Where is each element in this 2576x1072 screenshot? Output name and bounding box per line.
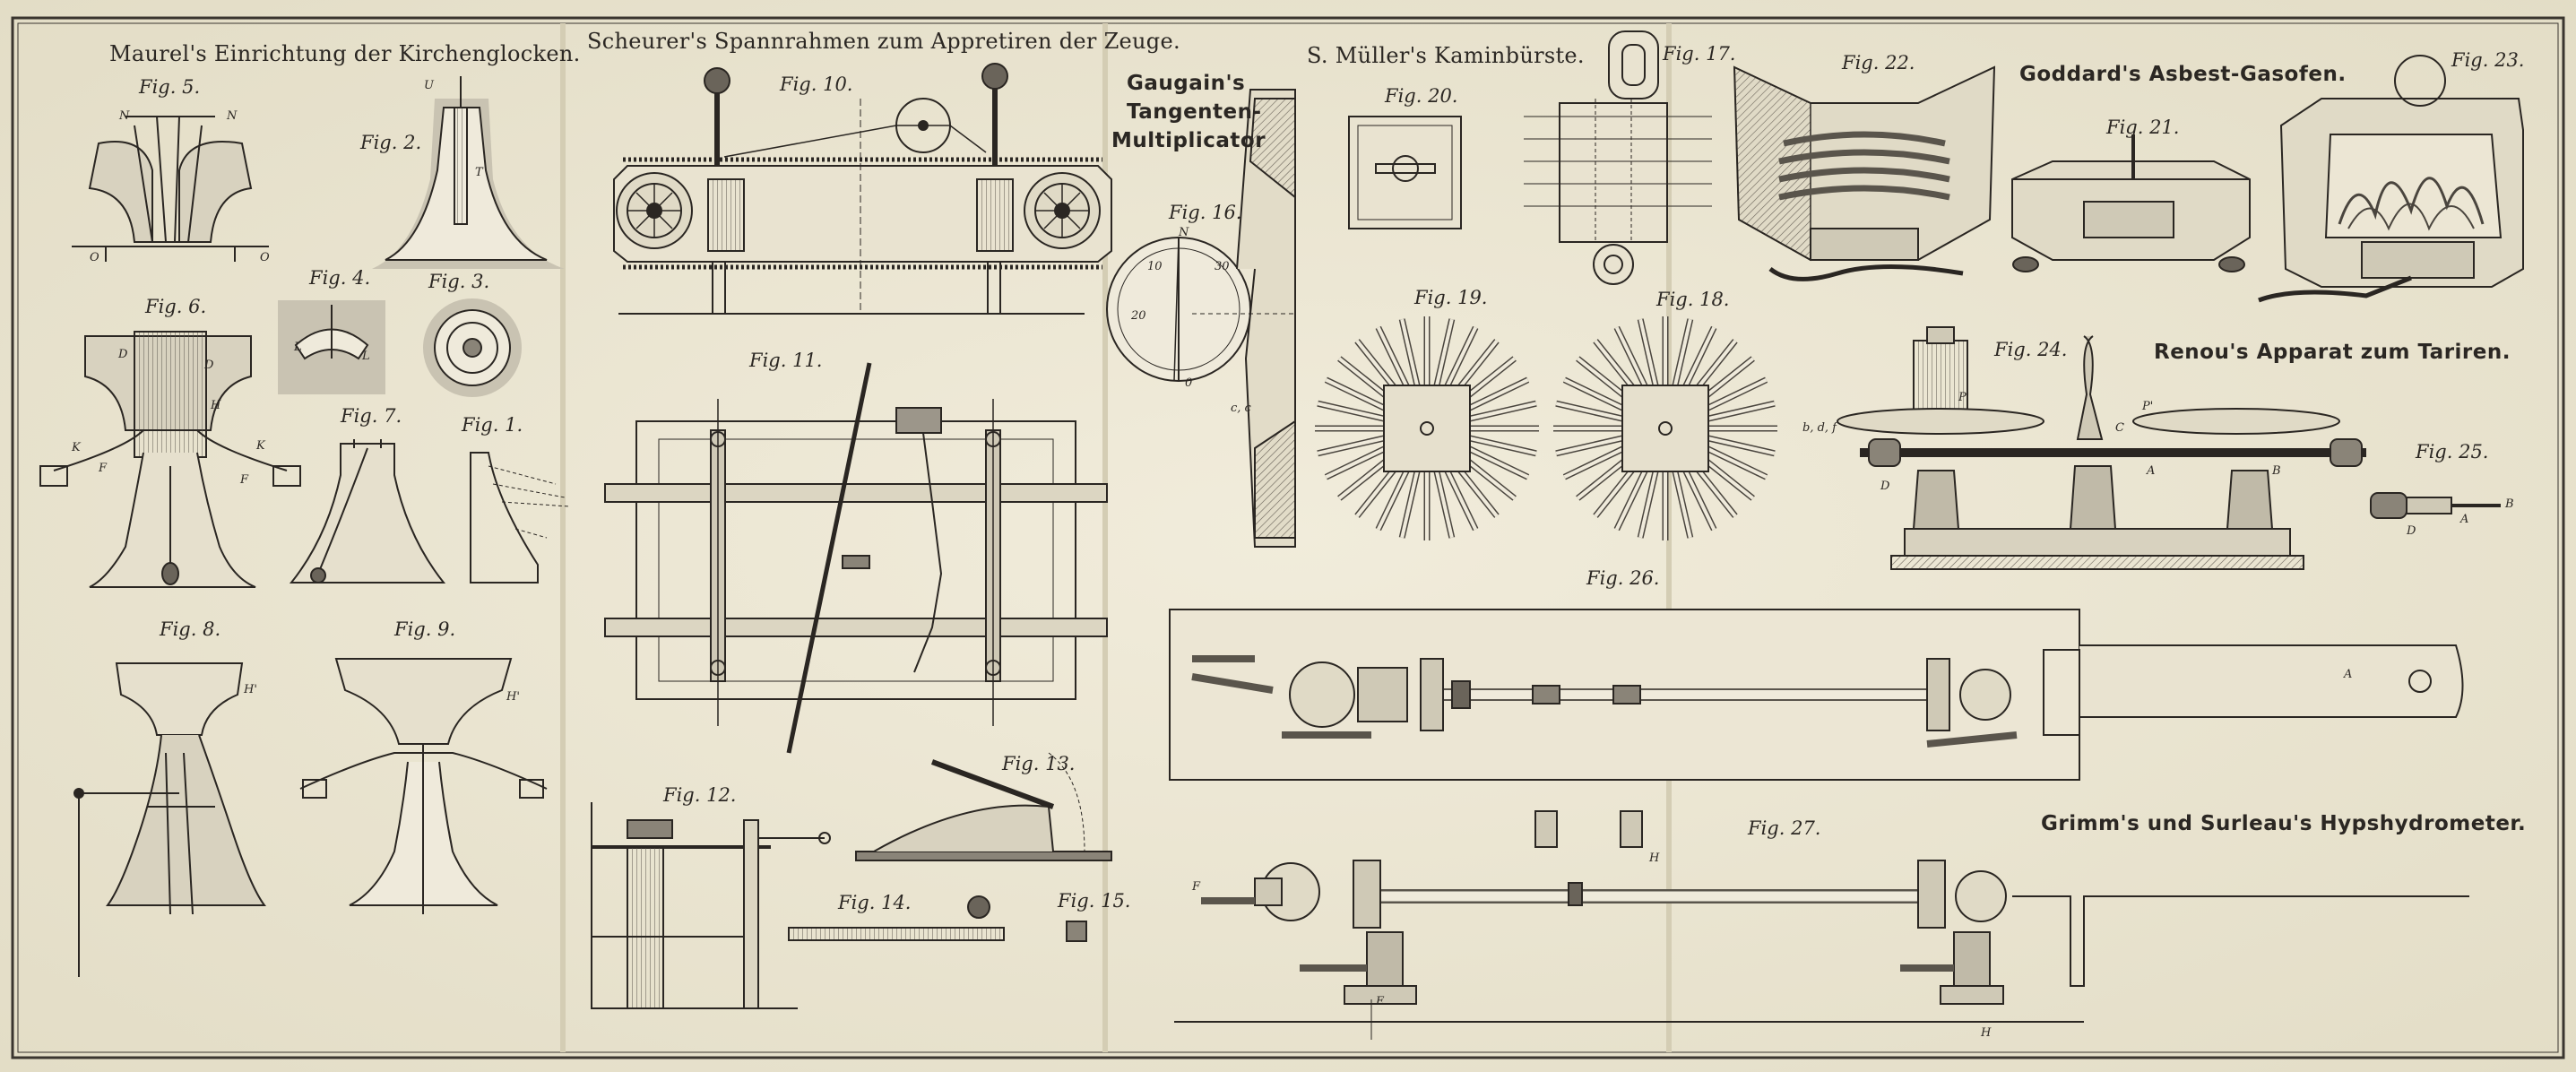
fig-label-10: Fig. 10. — [780, 73, 853, 95]
callout-fig27-H: H — [1649, 852, 1660, 865]
callout-fig16-10: 10 — [1147, 260, 1163, 273]
fig-label-22: Fig. 22. — [1842, 52, 1915, 73]
callout-fig16-0: 0 — [1185, 376, 1193, 390]
callout-fig16-N: N — [1179, 226, 1189, 239]
section-title-maurel: Maurel's Einrichtung der Kirchenglocken. — [109, 41, 581, 66]
callout-fig24-B: B — [2272, 464, 2281, 478]
callout-fig27-E: E — [1376, 995, 1385, 1008]
callout-fig6-K2: K — [256, 439, 265, 453]
fig-label-5: Fig. 5. — [139, 76, 201, 98]
fig-label-25: Fig. 25. — [2416, 441, 2489, 463]
callout-fig16-30: 30 — [1215, 260, 1230, 273]
callout-fig27-F: F — [1192, 880, 1201, 894]
fig3-ring — [423, 298, 522, 397]
callout-fig24-P2: P' — [2142, 400, 2154, 413]
callout-fig25-D: D — [2407, 524, 2416, 538]
fig-label-2: Fig. 2. — [360, 132, 422, 153]
callout-fig25-B: B — [2505, 497, 2514, 511]
fig-label-19: Fig. 19. — [1414, 287, 1488, 308]
callout-fig24-C: C — [2115, 421, 2124, 435]
callout-fig24-D: D — [1880, 480, 1890, 493]
callout-fig6-F: F — [99, 462, 108, 475]
fig-label-15: Fig. 15. — [1058, 890, 1131, 912]
callout-fig8-Hp: H' — [244, 683, 257, 696]
callout-fig6-F2: F — [240, 473, 249, 487]
callout-fig2-T: T — [475, 166, 483, 179]
callout-fig18-bdf: b, d, f — [1802, 421, 1837, 435]
callout-fig16-cc: c, c — [1231, 402, 1251, 415]
fig-label-9: Fig. 9. — [394, 618, 456, 640]
callout-fig4-L2: L — [362, 350, 370, 363]
callout-fig6-D: D — [118, 348, 128, 361]
section-title-mueller: S. Müller's Kaminbürste. — [1307, 43, 1585, 68]
section-title-gaugain-3: Multiplicator — [1111, 129, 1266, 152]
fig-label-20: Fig. 20. — [1385, 85, 1458, 107]
fig-label-24: Fig. 24. — [1994, 339, 2068, 360]
fig-label-21: Fig. 21. — [2106, 117, 2180, 138]
fig-label-6: Fig. 6. — [145, 296, 207, 317]
section-title-scheurer: Scheurer's Spannrahmen zum Appretiren der Zeuge. — [587, 29, 1180, 54]
callout-fig26-M: A — [2344, 668, 2353, 681]
fig-label-12: Fig. 12. — [663, 784, 737, 806]
fig-label-13: Fig. 13. — [1002, 753, 1076, 774]
callout-fig24-A: A — [2147, 464, 2156, 478]
callout-fig27-H2: H — [1981, 1026, 1992, 1040]
callout-fig16-20: 20 — [1131, 309, 1146, 323]
fig-label-26: Fig. 26. — [1586, 567, 1660, 589]
callout-fig5-N2: N — [227, 109, 238, 123]
fig-label-18: Fig. 18. — [1656, 289, 1730, 310]
callout-fig6-H: H — [211, 399, 221, 412]
fig-label-23: Fig. 23. — [2451, 49, 2525, 71]
callout-fig6-D2: D — [204, 359, 214, 372]
fig-label-16: Fig. 16. — [1169, 202, 1242, 223]
callout-fig4-L: L — [294, 341, 302, 354]
callout-fig9-Hp: H' — [506, 690, 520, 704]
callout-fig24-P: P' — [1958, 391, 1970, 404]
fig-label-27: Fig. 27. — [1748, 817, 1821, 839]
fig-label-1: Fig. 1. — [462, 414, 523, 436]
fig-label-4: Fig. 4. — [309, 267, 371, 289]
callout-fig5-O2: O — [260, 251, 270, 264]
callout-fig25-A: A — [2460, 513, 2469, 526]
section-title-renou: Renou's Apparat zum Tariren. — [2154, 341, 2511, 364]
fig15-detail — [1067, 921, 1086, 941]
fig-label-17: Fig. 17. — [1663, 43, 1736, 65]
callout-fig5-O: O — [90, 251, 99, 264]
callout-fig2-U: U — [424, 79, 434, 92]
section-title-goddard: Goddard's Asbest-Gasofen. — [2019, 63, 2347, 86]
section-title-gaugain-2: Tangenten- — [1127, 100, 1262, 124]
fig20-plate — [1349, 117, 1461, 229]
callout-fig5-N: N — [119, 109, 130, 123]
section-title-grimm: Grimm's und Surleau's Hypshydrometer. — [2041, 812, 2527, 835]
section-title-gaugain-1: Gaugain's — [1127, 72, 1246, 95]
fig-label-3: Fig. 3. — [428, 271, 490, 292]
fig-label-14: Fig. 14. — [838, 892, 912, 913]
fig-label-7: Fig. 7. — [341, 405, 402, 427]
callout-fig6-K: K — [72, 441, 81, 454]
fig-label-8: Fig. 8. — [160, 618, 221, 640]
fig-label-11: Fig. 11. — [749, 350, 823, 371]
